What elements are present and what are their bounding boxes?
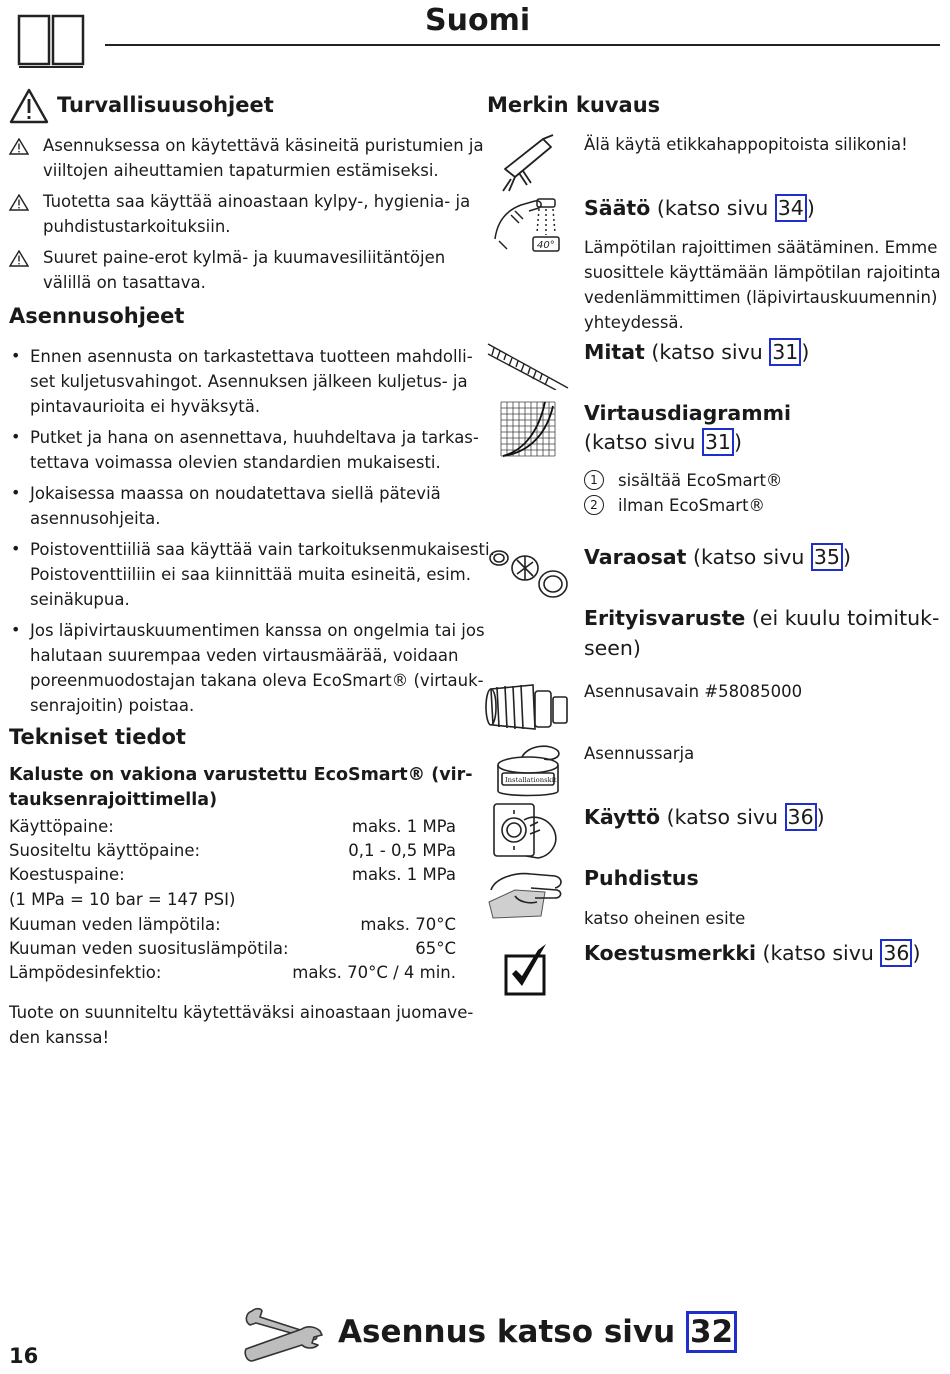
install-kit-icon bbox=[492, 743, 564, 801]
tech-row bbox=[9, 913, 456, 937]
tin-label: Installationskit bbox=[505, 776, 557, 784]
bullet: • bbox=[11, 346, 21, 365]
tech-heading: Tekniset tiedot bbox=[9, 725, 186, 749]
header-rule bbox=[105, 44, 940, 46]
bullet: • bbox=[11, 427, 21, 446]
tech-note-line-2: den kanssa! bbox=[9, 1028, 110, 1047]
koestus-title: Koestusmerkki bbox=[584, 941, 756, 965]
circled-number-1: 1 bbox=[584, 470, 604, 490]
virtaus-item-1: sisältää EcoSmart® bbox=[618, 471, 783, 490]
install-kit-text: Asennussarja bbox=[584, 744, 695, 763]
silicone-warning: Älä käytä etikkahappopitoista silikonia! bbox=[584, 135, 908, 154]
saato-text-1: Lämpötilan rajoittimen säätäminen. Emme bbox=[584, 238, 938, 257]
tech-value: maks. 1 MPa bbox=[351, 817, 456, 836]
spare-parts-icon bbox=[487, 540, 571, 602]
page-link-31[interactable]: 31 bbox=[769, 338, 801, 366]
safety-item-1-line-2: viiltojen aiheuttamien tapaturmien estämiseksi. bbox=[43, 161, 439, 180]
safety-item-3-line-2: välillä on tasattava. bbox=[43, 273, 206, 292]
saato-text-3: vedenlämmittimen (läpivirtauskuumennin) bbox=[584, 288, 938, 307]
thermostat-hand-icon bbox=[491, 193, 567, 255]
warning-icon bbox=[9, 194, 29, 211]
virtaus-ref: (katso sivu bbox=[584, 430, 702, 454]
tech-note-line-1: Tuote on suunniteltu käytettäväksi ainoastaan juomave- bbox=[9, 1003, 474, 1022]
page-title: Suomi bbox=[425, 3, 531, 38]
install-item-4-line-1: Poistoventtiiliä saa käyttää vain tarkoituksenmukaisesti. bbox=[30, 540, 495, 559]
install-item-1-line-2: set kuljetusvahingot. Asennuksen jälkeen kuljetus- ja bbox=[30, 372, 468, 391]
koestus-heading bbox=[584, 941, 920, 965]
varaosat-ref: (katso sivu bbox=[692, 545, 811, 569]
tech-label: (1 MPa = 10 bar = 147 PSI) bbox=[9, 890, 236, 909]
install-item-2-line-1: Putket ja hana on asennettava, huuhdeltava ja tarkas- bbox=[30, 428, 479, 447]
page-link-36[interactable]: 36 bbox=[785, 803, 817, 831]
tech-subheading-1: Kaluste on vakiona varustettu EcoSmart® (vir- bbox=[9, 765, 473, 785]
warning-icon bbox=[9, 88, 49, 124]
mitat-ref: (katso sivu bbox=[651, 340, 770, 364]
install-item-4-line-3: seinäkupua. bbox=[30, 590, 130, 609]
tech-value: maks. 70°C bbox=[360, 915, 456, 934]
kaytto-title: Käyttö bbox=[584, 805, 661, 829]
tech-label: Kuuman veden suosituslämpötila: bbox=[9, 939, 289, 958]
install-heading: Asennusohjeet bbox=[9, 304, 185, 328]
page-link-34[interactable]: 34 bbox=[775, 194, 807, 222]
tech-row bbox=[9, 815, 456, 839]
varaosat-heading bbox=[584, 545, 851, 569]
safety-item-2-line-1: Tuotetta saa käyttää ainoastaan kylpy-, hygienia- ja bbox=[43, 192, 471, 211]
cleaning-icon bbox=[485, 862, 567, 920]
bullet: • bbox=[11, 539, 21, 558]
tech-label: Lämpödesinfektio: bbox=[9, 963, 162, 982]
install-reference bbox=[338, 1314, 737, 1350]
safety-item-3-line-1: Suuret paine-erot kylmä- ja kuumavesiliitäntöjen bbox=[43, 248, 446, 267]
install-item-1-line-1: Ennen asennusta on tarkastettava tuotteen mahdolli- bbox=[30, 347, 473, 366]
thermo-label: 40° bbox=[537, 240, 555, 251]
kaytto-ref-close: ) bbox=[816, 805, 825, 829]
symbols-heading: Merkin kuvaus bbox=[487, 93, 661, 117]
checkmark-icon bbox=[502, 940, 552, 998]
tech-subheading-2: tauksenrajoittimella) bbox=[9, 790, 218, 810]
koestus-ref: (katso sivu bbox=[762, 941, 881, 965]
virtaus-title: Virtausdiagrammi bbox=[584, 401, 791, 425]
erityis-ref-2: seen) bbox=[584, 636, 641, 660]
warning-icon bbox=[9, 138, 29, 155]
virtaus-ref-close: ) bbox=[733, 430, 742, 454]
erityis-heading bbox=[584, 606, 939, 630]
kaytto-heading bbox=[584, 805, 825, 829]
tech-value: maks. 70°C / 4 min. bbox=[292, 963, 456, 982]
tech-label: Suositeltu käyttöpaine: bbox=[9, 841, 201, 860]
page-link-36[interactable]: 36 bbox=[880, 939, 912, 967]
ruler-icon bbox=[486, 340, 570, 390]
install-item-5-line-1: Jos läpivirtauskuumentimen kanssa on ongelmia tai jos bbox=[30, 621, 485, 640]
varaosat-ref-close: ) bbox=[842, 545, 851, 569]
mitat-heading bbox=[584, 340, 809, 364]
tech-label: Kuuman veden lämpötila: bbox=[9, 915, 221, 934]
saato-title: Säätö bbox=[584, 196, 651, 220]
install-item-2-line-2: tettava voimassa olevien standardien mukaisesti. bbox=[30, 453, 441, 472]
virtaus-ref-line bbox=[584, 430, 742, 454]
puhdistus-title: Puhdistus bbox=[584, 866, 699, 890]
install-key-icon bbox=[483, 683, 573, 735]
kaytto-ref: (katso sivu bbox=[666, 805, 785, 829]
saato-ref-close: ) bbox=[806, 196, 815, 220]
saato-text-4: yhteydessä. bbox=[584, 313, 684, 332]
install-item-3-line-1: Jokaisessa maassa on noudatettava siellä päteviä bbox=[30, 484, 441, 503]
warning-icon bbox=[9, 250, 29, 267]
page-link-32[interactable]: 32 bbox=[686, 1311, 737, 1353]
circled-number-2: 2 bbox=[584, 495, 604, 515]
bullet: • bbox=[11, 483, 21, 502]
flow-diagram-icon bbox=[499, 400, 557, 458]
saato-heading bbox=[584, 196, 815, 220]
page-link-31[interactable]: 31 bbox=[702, 428, 734, 456]
virtaus-item-2: ilman EcoSmart® bbox=[618, 496, 766, 515]
install-reference-text: Asennus katso sivu bbox=[338, 1314, 686, 1350]
safety-item-1-line-1: Asennuksessa on käytettävä käsineitä puristumien ja bbox=[43, 136, 484, 155]
tech-value: 65°C bbox=[415, 939, 456, 958]
safety-item-2-line-2: puhdistustarkoituksiin. bbox=[43, 217, 231, 236]
page-link-35[interactable]: 35 bbox=[811, 543, 843, 571]
install-item-3-line-2: asennusohjeita. bbox=[30, 509, 161, 528]
wrench-icon bbox=[242, 1305, 326, 1363]
operation-icon bbox=[490, 800, 562, 862]
mitat-title: Mitat bbox=[584, 340, 645, 364]
tech-row bbox=[9, 863, 456, 887]
varaosat-title: Varaosat bbox=[584, 545, 687, 569]
tech-row bbox=[9, 839, 456, 863]
tech-row bbox=[9, 937, 456, 961]
tech-label: Käyttöpaine: bbox=[9, 817, 114, 836]
tech-value: maks. 1 MPa bbox=[351, 865, 456, 884]
page-number: 16 bbox=[9, 1344, 39, 1368]
install-item-5-line-4: senrajoitin) poistaa. bbox=[30, 696, 195, 715]
install-item-5-line-3: poreenmuodostajan takana oleva EcoSmart® (virtauk- bbox=[30, 671, 484, 690]
install-item-5-line-2: halutaan suurempaa veden virtausmäärää, voidaan bbox=[30, 646, 459, 665]
tech-row bbox=[9, 961, 456, 985]
saato-text-2: suosittele käyttämään lämpötilan rajoitinta bbox=[584, 263, 941, 282]
tech-value: 0,1 - 0,5 MPa bbox=[348, 841, 456, 860]
safety-heading: Turvallisuusohjeet bbox=[57, 93, 274, 117]
tech-label: Koestuspaine: bbox=[9, 865, 125, 884]
bullet: • bbox=[11, 620, 21, 639]
mitat-ref-close: ) bbox=[801, 340, 810, 364]
puhdistus-text: katso oheinen esite bbox=[584, 909, 746, 928]
install-key-text: Asennusavain #58085000 bbox=[584, 682, 803, 701]
erityis-ref-1: (ei kuulu toimituk- bbox=[751, 606, 940, 630]
install-item-1-line-3: pintavaurioita ei hyväksytä. bbox=[30, 397, 261, 416]
koestus-ref-close: ) bbox=[912, 941, 921, 965]
install-item-4-line-2: Poistoventtiiliin ei saa kiinnittää muita esineitä, esim. bbox=[30, 565, 471, 584]
erityis-title: Erityisvaruste bbox=[584, 606, 746, 630]
silicone-gun-icon bbox=[497, 133, 559, 193]
book-icon bbox=[15, 12, 87, 70]
tech-row bbox=[9, 888, 456, 912]
saato-ref: (katso sivu bbox=[656, 196, 775, 220]
